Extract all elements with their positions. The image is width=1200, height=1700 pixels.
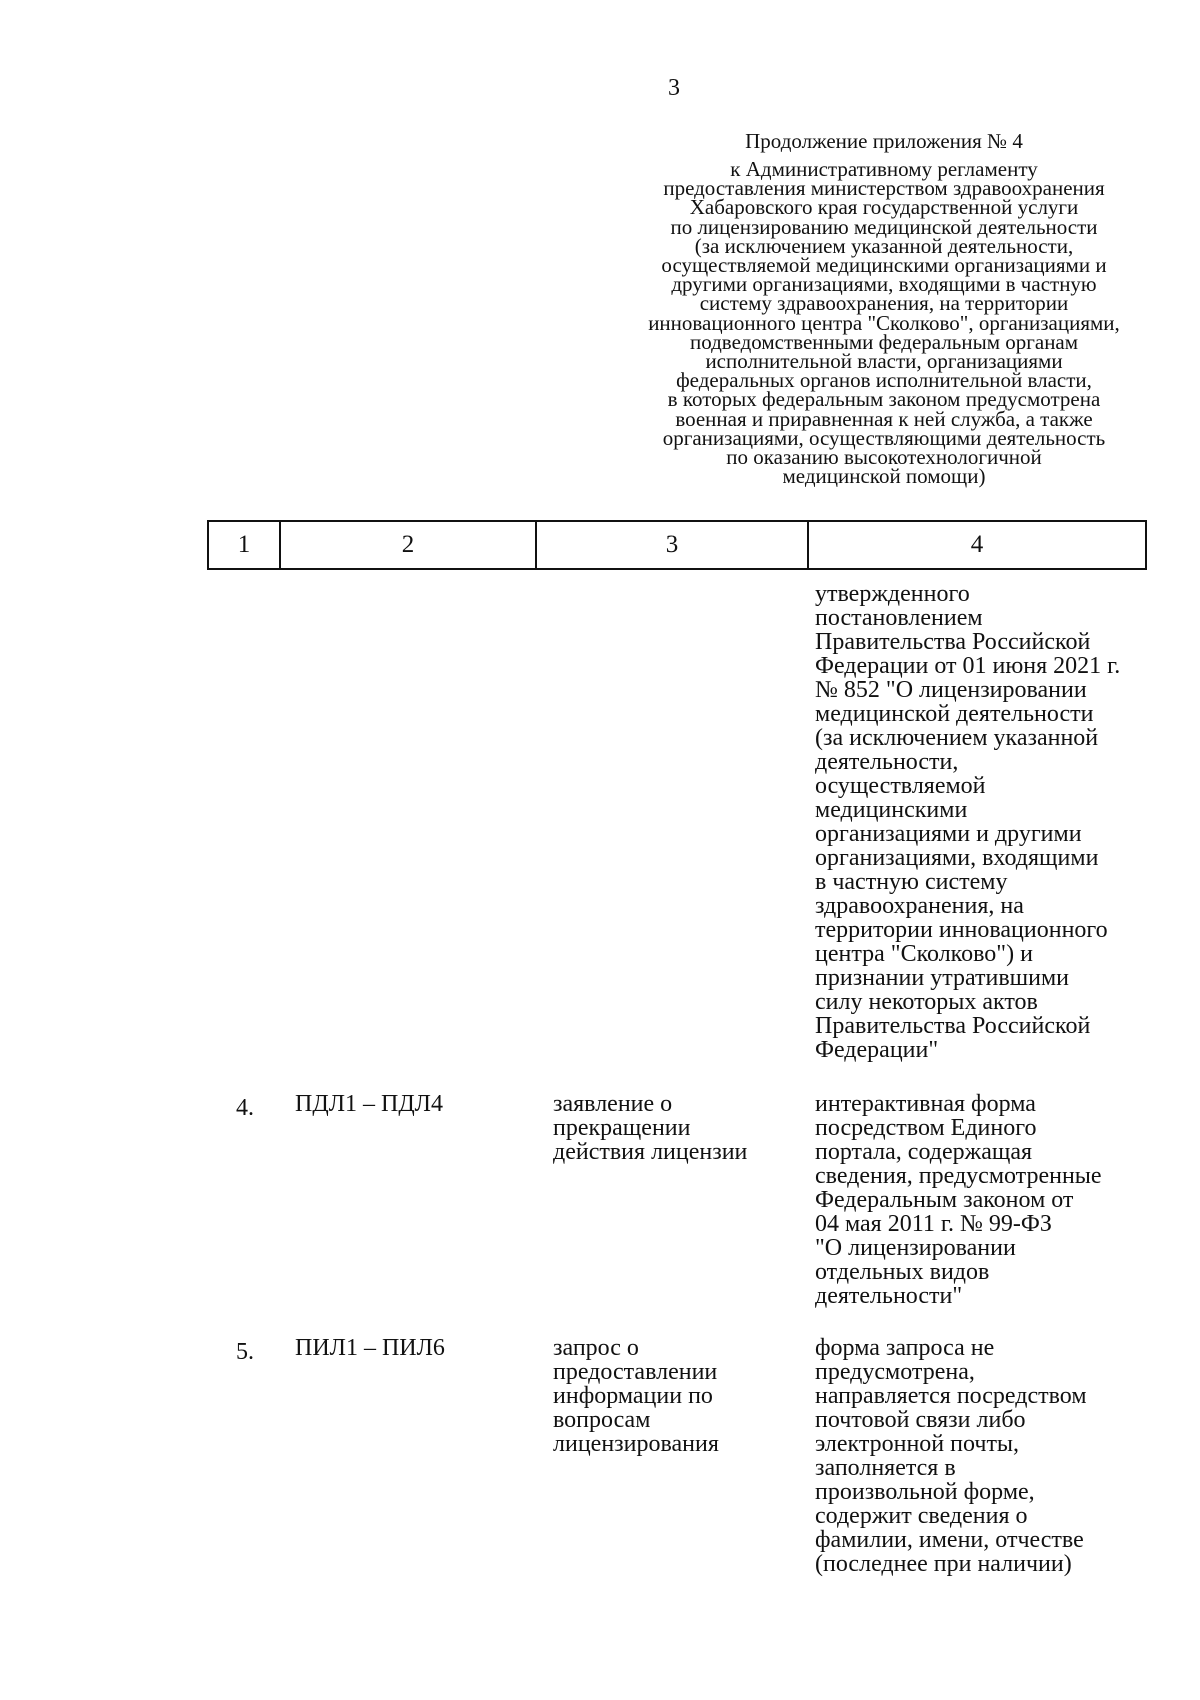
cell-line: (за исключением указанной (815, 725, 1099, 751)
cell-line: фамилии, имени, отчестве (815, 1527, 1084, 1553)
cell-line: действия лицензии (553, 1139, 748, 1165)
cell-line: содержит сведения о (815, 1503, 1028, 1529)
row-number: 4. (236, 1095, 254, 1121)
appendix-line: по оказанию высокотехнологичной (726, 445, 1042, 470)
appendix-line: Хабаровского края государственной услуги (689, 195, 1079, 220)
cell-line: лицензирования (553, 1431, 719, 1457)
appendix-line: федеральных органов исполнительной власти, (676, 368, 1092, 393)
cell-line: почтовой связи либо (815, 1407, 1026, 1433)
cell-line: территории инновационного (815, 917, 1108, 943)
cell-line: заявление о (553, 1091, 673, 1117)
cell-line: Федерации" (815, 1037, 939, 1063)
cell-line: № 852 "О лицензировании (815, 677, 1087, 703)
cell-line: центра "Сколково") и (815, 941, 1033, 967)
cell-line: сведения, предусмотренные (815, 1163, 1102, 1189)
appendix-line: по лицензированию медицинской деятельности (670, 214, 1098, 239)
cell-line: интерактивная форма (815, 1091, 1036, 1117)
cell-line: постановлением (815, 605, 983, 631)
cell-line: посредством Единого (815, 1115, 1037, 1141)
cell-line: 04 мая 2011 г. № 99-ФЗ (815, 1211, 1052, 1237)
cell-line: организациями, входящими (815, 845, 1099, 871)
appendix-line: другими организациями, входящими в частную (671, 272, 1097, 297)
cell-line: медицинскими (815, 797, 968, 823)
cell-line: организациями и другими (815, 821, 1082, 847)
page-number: 3 (668, 75, 680, 101)
cell-line: произвольной форме, (815, 1479, 1035, 1505)
cell-line: в частную систему (815, 869, 1008, 895)
header-cell-col4: 4 (808, 521, 1146, 569)
header-cell-col3: 3 (536, 521, 808, 569)
cell-line: электронной почты, (815, 1431, 1020, 1457)
cell-line: здравоохранения, на (815, 893, 1024, 919)
cell-line: признании утратившими (815, 965, 1070, 991)
cell-line: портала, содержащая (815, 1139, 1033, 1165)
appendix-line: военная и приравненная к ней служба, а также (675, 406, 1093, 431)
document-form (815, 1092, 1155, 1308)
cell-line: (последнее при наличии) (815, 1551, 1072, 1577)
cell-line: предоставлении (553, 1359, 718, 1385)
header-cell-col2: 2 (280, 521, 536, 569)
cell-line: предусмотрена, (815, 1359, 975, 1385)
cell-line: форма запроса не (815, 1335, 995, 1361)
appendix-line: исполнительной власти, организациями (705, 349, 1063, 374)
appendix-continuation-title: Продолжение приложения № 4 (745, 129, 1023, 153)
cell-line: запрос о (553, 1335, 639, 1361)
cell-line: осуществляемой (815, 773, 986, 799)
appendix-line: к Административному регламенту (730, 157, 1038, 181)
cell-line: силу некоторых актов (815, 989, 1038, 1015)
table-header-row (208, 521, 1146, 569)
cell-line: Правительства Российской (815, 629, 1091, 655)
cell-line: "О лицензировании (815, 1235, 1016, 1261)
cell-line: деятельности" (815, 1283, 963, 1309)
cell-line: Правительства Российской (815, 1013, 1091, 1039)
cell-line: прекращении (553, 1115, 691, 1141)
appendix-line: осуществляемой медицинскими организациями и (661, 253, 1107, 278)
cell-line: заполняется в (815, 1455, 956, 1481)
appendix-subtitle (624, 157, 1144, 489)
cell-line: медицинской деятельности (815, 701, 1094, 727)
continuation-cell (815, 582, 1155, 1062)
appendix-line: медицинской помощи) (782, 464, 986, 489)
appendix-line: инновационного центра "Сколково", организациями, (648, 310, 1120, 335)
appendix-heading (624, 128, 1144, 489)
appendix-line: подведомственными федеральным органам (689, 329, 1079, 354)
appendix-line: систему здравоохранения, на территории (699, 291, 1069, 316)
row-number: 5. (236, 1339, 254, 1365)
document-name (553, 1092, 803, 1164)
document-form (815, 1336, 1155, 1576)
document-name (553, 1336, 803, 1456)
cell-line: вопросам (553, 1407, 651, 1433)
appendix-line: организациями, осуществляющими деятельность (662, 425, 1106, 450)
appendix-line: (за исключением указанной деятельности, (694, 233, 1074, 258)
cell-line: деятельности, (815, 749, 959, 775)
cell-line: направляется посредством (815, 1383, 1087, 1409)
cell-line: отдельных видов (815, 1259, 990, 1285)
document-code: ПДЛ1 – ПДЛ4 (295, 1091, 443, 1117)
appendix-line: в которых федеральным законом предусмотрена (667, 387, 1101, 412)
cell-line: Федерации от 01 июня 2021 г. (815, 653, 1121, 679)
appendix-line: предоставления министерством здравоохранения (663, 176, 1105, 201)
header-cell-col1: 1 (208, 521, 280, 569)
table-header (207, 520, 1147, 570)
cell-line: утвержденного (815, 581, 970, 607)
cell-line: информации по (553, 1383, 713, 1409)
document-code: ПИЛ1 – ПИЛ6 (295, 1335, 445, 1361)
cell-line: Федеральным законом от (815, 1187, 1074, 1213)
